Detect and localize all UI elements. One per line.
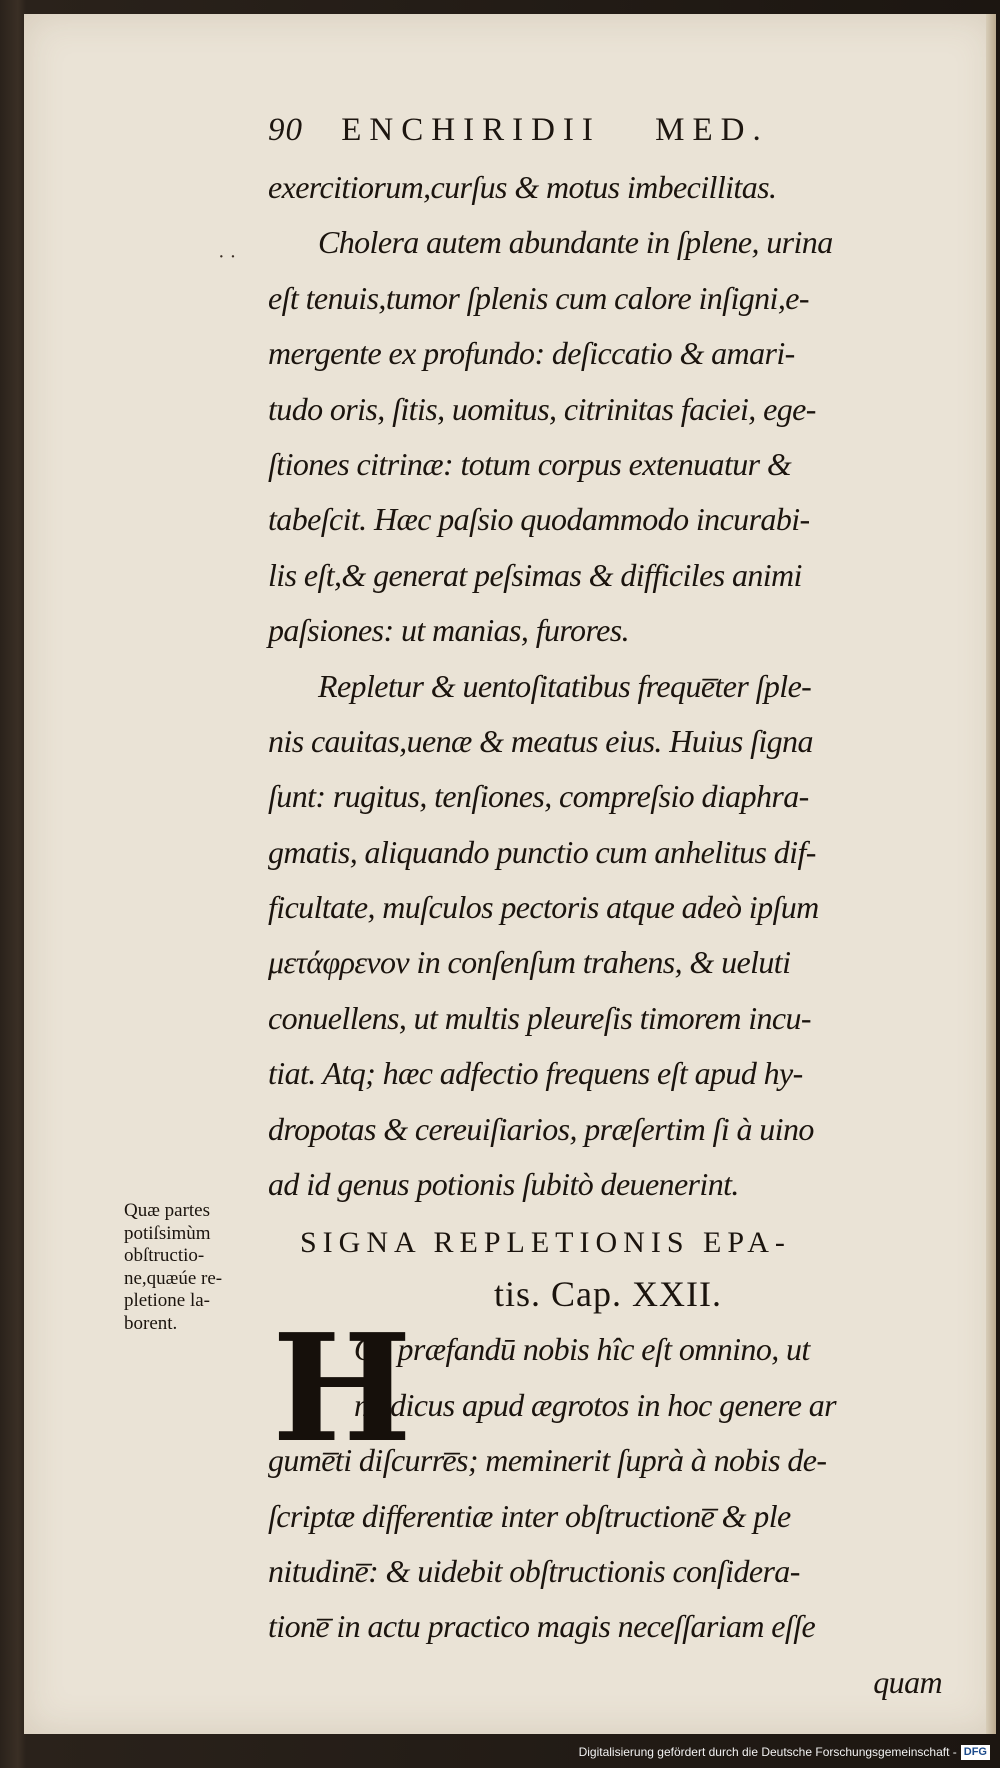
marginal-note-line: Quæ partes — [124, 1200, 211, 1221]
text-line: exercitiorum,curſus & motus imbecillitas. — [268, 169, 777, 205]
marginal-note — [124, 1200, 274, 1335]
running-title-abbrev: MED. — [655, 112, 769, 148]
text-line: Oc præfandū nobis hîc eſt omnino, ut — [354, 1331, 810, 1368]
running-title: ENCHIRIDII — [341, 112, 601, 148]
marginal-note-line: borent. — [124, 1312, 178, 1334]
text-line: ſtiones citrinæ: totum corpus extenuatur & — [268, 445, 792, 482]
text-section-after — [268, 1301, 948, 1654]
chapter-heading-number: tis. Cap. XXII. — [494, 1274, 722, 1315]
digitization-footer — [579, 1742, 990, 1762]
text-line: ad id genus potionis ſubitò deuenerint. — [268, 1166, 739, 1203]
marginal-note-line: pletione la- — [124, 1290, 210, 1311]
page-number: 90 — [268, 112, 303, 148]
text-line: μετάφρενον in conſenſum trahens, & ueluti — [268, 944, 791, 981]
footer-text: Digitalisierung gefördert durch die Deutsche Forschungsgemeinschaft - — [578, 1745, 957, 1759]
catchword: quam — [873, 1663, 942, 1700]
margin-mark: · · — [218, 246, 237, 268]
text-line: mergente ex profundo: deſiccatio & amari- — [268, 335, 795, 372]
text-line: tudo oris, ſitis, uomitus, citrinitas faciei, ege- — [268, 390, 816, 427]
text-line: medicus apud ægrotos in hoc genere ar — [354, 1386, 837, 1423]
text-line: tabeſcit. Hæc paſsio quodammodo incurabi- — [268, 501, 810, 538]
text-line: paſsiones: ut manias, furores. — [268, 612, 629, 649]
text-line: Repletur & uentoſitatibus freque̅ter ſple- — [318, 667, 812, 704]
text-line: dropotas & cereuiſiarios, præſertim ſi à uino — [268, 1110, 814, 1147]
marginal-note-line: potiſsimùm — [124, 1222, 211, 1244]
text-line: Cholera autem abundante in ſplene, urina — [318, 224, 833, 261]
text-line: eſt tenuis,tumor ſplenis cum calore inſigni,e- — [268, 279, 809, 316]
text-section-before — [268, 160, 948, 1212]
page-edge — [986, 14, 996, 1734]
text-line: tiat. Atq; hæc adfectio frequens eſt apud hy- — [268, 1055, 803, 1092]
main-text — [268, 160, 948, 1710]
text-line: conuellens, ut multis pleureſis timorem incu- — [268, 999, 811, 1036]
text-line: nis cauitas,uenæ & meatus eius. Huius ſigna — [268, 722, 813, 759]
running-head — [268, 112, 968, 156]
dfg-logo: DFG — [961, 1745, 990, 1760]
chapter-heading: SIGNA REPLETIONIS EPA- — [300, 1226, 791, 1260]
text-line: ficultate, muſculos pectoris atque adeò ipſum — [268, 889, 819, 926]
marginal-note-line: obſtructio- — [124, 1245, 205, 1266]
text-line: tione̅ in actu practico magis neceſſariam eſſe — [268, 1608, 816, 1645]
text-line: gume̅ti diſcurre̅s; meminerit ſuprà à nobis de- — [268, 1442, 827, 1479]
marginal-note-line: ne,quæúe re- — [124, 1267, 223, 1289]
text-line: lis eſt,& generat peſsimas & difficiles animi — [268, 556, 802, 593]
drop-cap-initial: H — [272, 1301, 412, 1476]
text-line: ſunt: rugitus, tenſiones, compreſsio diaphra- — [268, 778, 809, 815]
text-line: gmatis, aliquando punctio cum anhelitus dif- — [268, 833, 816, 870]
text-line: ſcriptæ differentiæ inter obſtructione̅ & ple — [268, 1497, 791, 1534]
text-line: nitudine̅: & uidebit obſtructionis conſidera- — [268, 1552, 800, 1589]
